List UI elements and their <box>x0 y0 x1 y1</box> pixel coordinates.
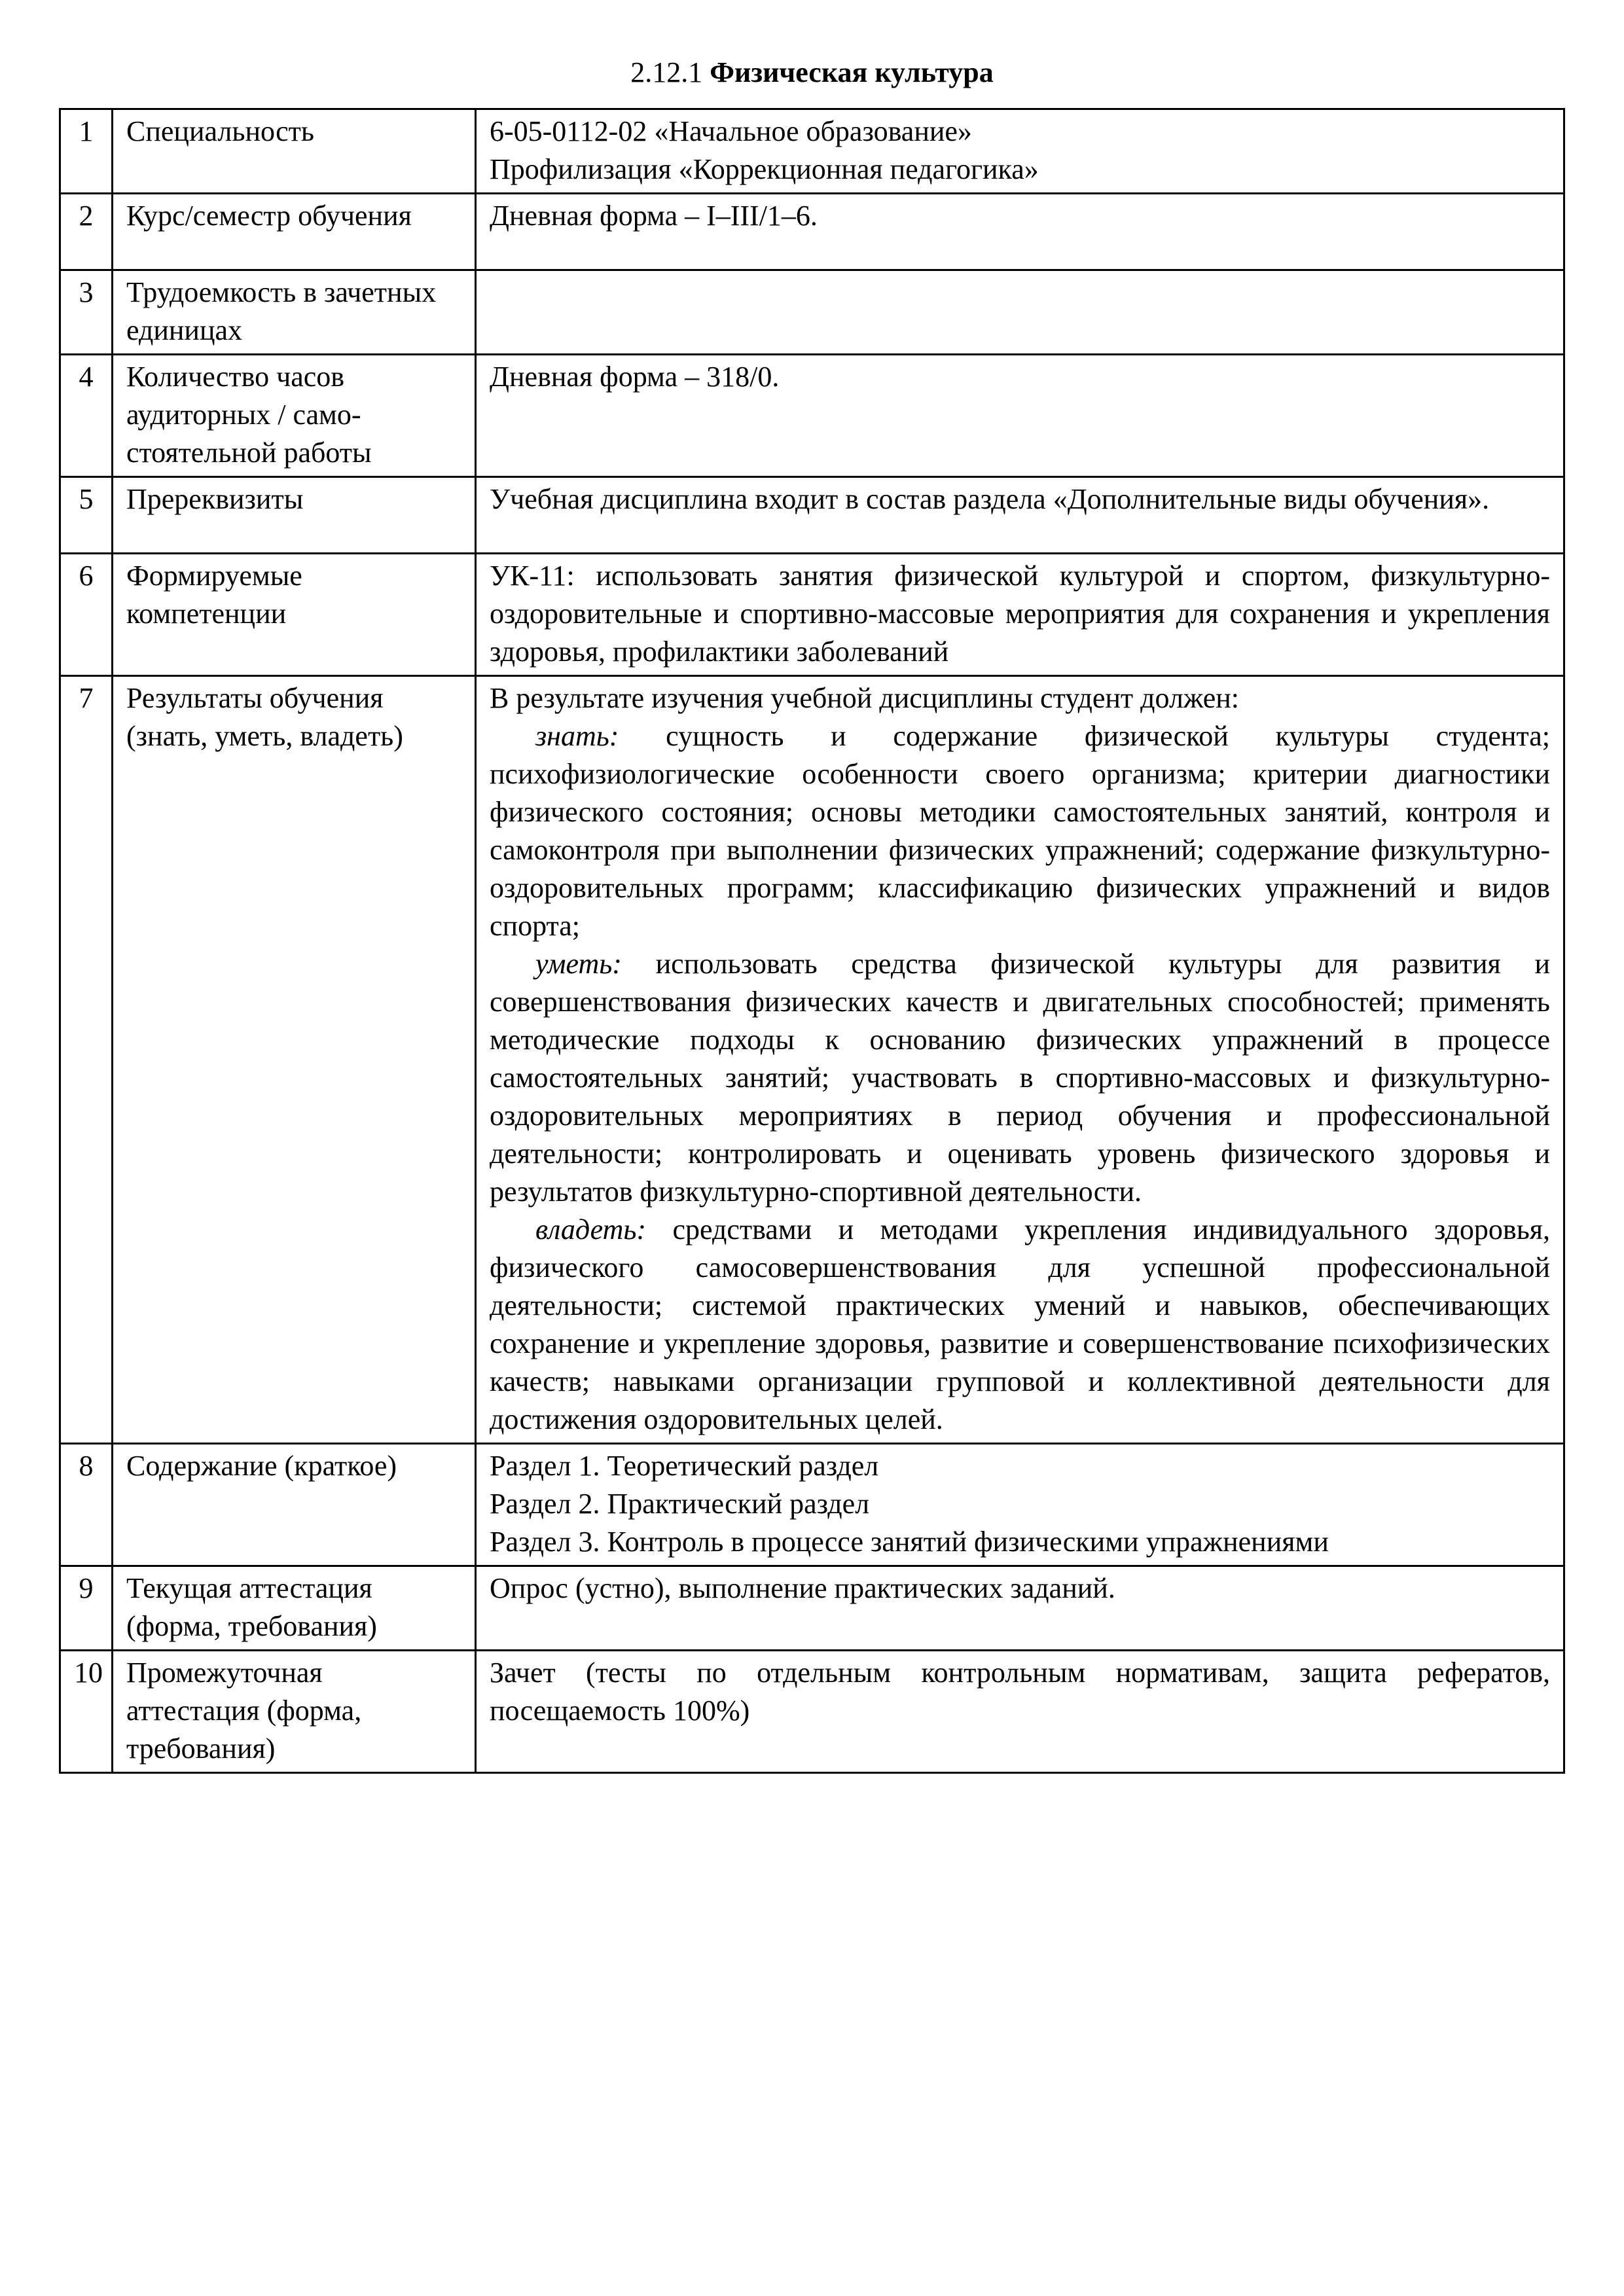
content-section-2: Раздел 2. Практический раздел <box>490 1488 870 1520</box>
row-number: 9 <box>60 1566 113 1651</box>
row-value <box>476 109 1564 194</box>
row-number: 3 <box>60 270 113 355</box>
document-title <box>0 54 1624 92</box>
know-keyword: знать: <box>535 720 619 752</box>
row-value: Опрос (устно), выполнение практических заданий. <box>476 1566 1564 1651</box>
table-row-hours <box>60 355 1564 477</box>
row-value <box>476 1444 1564 1566</box>
outcomes-intro: В результате изучения учебной дисциплины студент должен: <box>490 682 1240 714</box>
discipline-info-table <box>59 108 1565 1774</box>
row-value: Учебная дисциплина входит в состав раздела «Дополнительные виды обучения». <box>476 477 1564 554</box>
row-value: Дневная форма – I–III/1–6. <box>476 194 1564 270</box>
can-paragraph <box>490 945 1550 1211</box>
row-label: Трудоемкость в зачетных единицах <box>113 270 476 355</box>
know-paragraph <box>490 717 1550 945</box>
table-row-prerequisites <box>60 477 1564 554</box>
master-paragraph <box>490 1211 1550 1439</box>
row-label: Результаты обучения (знать, уметь, владеть) <box>113 676 476 1444</box>
content-section-1: Раздел 1. Теоретический раздел <box>490 1450 879 1482</box>
specialty-code-line: 6-05-0112-02 «Начальное образование» <box>490 115 972 147</box>
table-row-content <box>60 1444 1564 1566</box>
table-row-course-semester <box>60 194 1564 270</box>
can-keyword: уметь: <box>535 948 622 980</box>
row-label: Количество часов аудиторных / самостоятельной работы <box>113 355 476 477</box>
row-number: 2 <box>60 194 113 270</box>
row-label: Курс/семестр обучения <box>113 194 476 270</box>
row-value: УК-11: использовать занятия физической культурой и спортом, физкультурно-оздоровительные и спортивно-массовые мероприятия для сохранения и укрепления здоровья, профилактики заболеваний <box>476 554 1564 676</box>
table-row-competencies <box>60 554 1564 676</box>
row-label: Промежуточная аттестация (форма, требования) <box>113 1651 476 1773</box>
row-number: 8 <box>60 1444 113 1566</box>
row-value <box>476 676 1564 1444</box>
section-number: 2.12.1 <box>630 56 703 88</box>
table-row-current-assessment <box>60 1566 1564 1651</box>
discipline-name: Физическая культура <box>710 56 994 88</box>
row-label: Формируемые компетенции <box>113 554 476 676</box>
row-label: Пререквизиты <box>113 477 476 554</box>
can-text: использовать средства физической культуры для развития и совершенствования физических качеств и двигательных способностей; применять методические подходы к основанию физических упражнений в процессе самостоятельных занятий; участвовать в спортивно-массовых и физкультурно-оздоровительных мероприятиях в период обучения и профессиональной деятельности; контролировать и оценивать уровень физического здоровья и результатов физкультурно-спортивной деятельности. <box>490 948 1550 1208</box>
row-number: 6 <box>60 554 113 676</box>
table-row-credits <box>60 270 1564 355</box>
row-value: Зачет (тесты по отдельным контрольным нормативам, защита рефератов, посещаемость 100%) <box>476 1651 1564 1773</box>
row-number: 4 <box>60 355 113 477</box>
content-section-3: Раздел 3. Контроль в процессе занятий физическими упражнениями <box>490 1526 1329 1558</box>
master-keyword: владеть: <box>535 1213 647 1246</box>
table-row-intermediate-assessment <box>60 1651 1564 1773</box>
row-number: 1 <box>60 109 113 194</box>
master-text: средствами и методами укрепления индивидуального здоровья, физического самосовершенствования для успешной профессиональной деятельности; системой практических умений и навыков, обеспечивающих сохранение и укрепление здоровья, развитие и совершенствование психофизических качеств; навыками организации групповой и коллективной деятельности для достижения оздоровительных целей. <box>490 1213 1550 1435</box>
row-value: Дневная форма – 318/0. <box>476 355 1564 477</box>
row-value <box>476 270 1564 355</box>
profile-line: Профилизация «Коррекционная педагогика» <box>490 153 1039 185</box>
table-row-specialty <box>60 109 1564 194</box>
row-label: Специальность <box>113 109 476 194</box>
row-number: 5 <box>60 477 113 554</box>
row-label: Текущая аттестация (форма, требования) <box>113 1566 476 1651</box>
row-number: 7 <box>60 676 113 1444</box>
know-text: сущность и содержание физической культуры студента; психофизиологические особенности своего организма; критерии диагностики физического состояния; основы методики самостоятельных занятий, контроля и самоконтроля при выполнении физических упражнений; содержание физкультурно-оздоровительных программ; классификацию физических упражнений и видов спорта; <box>490 720 1550 942</box>
table-row-learning-outcomes <box>60 676 1564 1444</box>
row-number: 10 <box>60 1651 113 1773</box>
row-label: Содержание (краткое) <box>113 1444 476 1566</box>
